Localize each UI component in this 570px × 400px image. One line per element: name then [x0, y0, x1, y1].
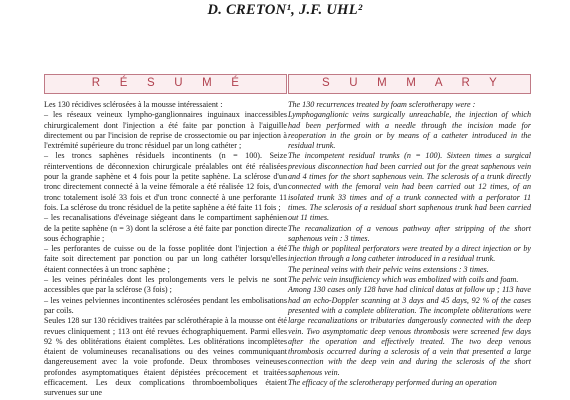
summary-column	[288, 74, 531, 388]
resume-paragraph: – les recanalisations d'éveinage siégeant dans le compartiment saphénien de la petite saphène (n = 3) dont la sclérose a été faite par ponction directe sous échographie ;	[44, 213, 287, 243]
resume-paragraph: – les perforantes de cuisse ou de la fosse poplitée dont l'injection a été faite soit directement par ponction ou par un long cathéter lorsqu'elles étaient connectées à un tronc saphène ;	[44, 244, 287, 274]
resume-paragraph: – les veines périnéales dont les prolongements vers le pelvis ne sont accessibles que par la sclérose (3 fois) ;	[44, 275, 287, 295]
summary-paragraph: The efficacy of the sclerotherapy performed during an operation	[288, 378, 497, 388]
resume-column	[44, 74, 287, 399]
summary-body	[288, 100, 531, 388]
resume-heading: R É S U M É	[91, 77, 248, 89]
summary-paragraph: The pelvic vein insufficiency which was embolized with coils and foam.	[288, 275, 519, 285]
summary-paragraph: Lymphoganglionic veins surgically unreachable, the injection of which had been performed with a needle through the incision made for reoperation in the groin or by means of a catheter introduced in the residual trunk.	[288, 110, 531, 151]
resume-paragraph: Les 130 récidives sclérosées à la mousse intéressaient :	[44, 100, 223, 109]
resume-paragraph: – les troncs saphènes résiduels incontinents (n = 100). Seize réinterventions de déconnexion chirurgicale préalables ont été réalisées pour la grande saphène et 4 fois pour la petite saphène. La sclérose d'un tronc directement connecté à la veine fémorale a été réalisée 12 fois, d'un tronc totalement isolé 33 fois et d'un tronc connecté à une perforante 11 fois. La sclérose du tronc résiduel de la petite saphène a été faite 11 fois ;	[44, 151, 287, 212]
summary-paragraph: The incompetent residual trunks (n = 100). Sixteen times a surgical previous disconnection had been carried out for the great saphenous vein and 4 times for the short saphenous vein. The sclerosis of a trunk directly connected with the femoral vein had been carried out 12 times, of an isolated trunk 33 times and of a trunk connected with a perforator 11 times. The sclerosis of a residual short saphenous trunk had been carried out 11 times.	[288, 151, 531, 223]
resume-paragraph: Seules 128 sur 130 récidives traitées par sclérothérapie à la mousse ont été revues cliniquement ; 113 ont été revues échographiquement. Parmi elles 92 % des oblitérations étaient complètes. Les oblitérations incomplètes étaient de volumineuses recanalisations ou des veines communiquant dangereusement avec la voie profonde. Deux thromboses veineuses profondes asymptomatiques étaient dépistées précocement et traitées efficacement. Les deux complications thromboemboliques étaient survenues sur une	[44, 316, 287, 398]
summary-paragraph: The 130 recurrences treated by foam sclerotherapy were :	[288, 100, 476, 109]
summary-paragraph: The recanalization of a venous pathway after stripping of the short saphenous vein : 3 times.	[288, 223, 531, 243]
summary-paragraph: Among 130 cases only 128 have had clinical datas at follow up ; 113 have had an echo-Doppler scanning at 3 days and 45 days, 92 % of the cases presented with a complete obliteration. The incomplete obliterations were large recanalizations or tributaries dangerously connected with the deep vein. Two asymptomatic deep venous thrombosis were screened few days after the operation and effectively treated. The two deep venous thrombosis occurred during a sclerosis of a vein that presented a large connection with the deep vein and during the sclerosis of the short saphenous vein.	[288, 285, 531, 377]
resume-paragraph: – les réseaux veineux lympho-ganglionnaires inguinaux inaccessibles chirurgicalement dont l'injection a été faite par ponction à l'aiguille directement ou par l'incision de reprise de crossectomie ou par injection à l'extrémité supérieure du tronc résiduel par un long cathéter ;	[44, 110, 287, 151]
resume-body	[44, 100, 287, 399]
summary-heading-box	[288, 74, 531, 94]
summary-heading: S U M M A R Y	[321, 77, 506, 89]
summary-paragraph: The perineal veins with their pelvic veins extensions : 3 times.	[288, 264, 489, 274]
summary-paragraph: The thigh or popliteal perforators were treated by a direct injection or by injection through a long catheter introduced in a residual trunk.	[288, 244, 531, 264]
resume-heading-box	[44, 74, 287, 94]
authors: D. CRETON¹, J.F. UHL²	[207, 2, 363, 18]
resume-paragraph: – les veines pelviennes incontinentes sclérosées pendant les embolisations par coils.	[44, 295, 287, 315]
